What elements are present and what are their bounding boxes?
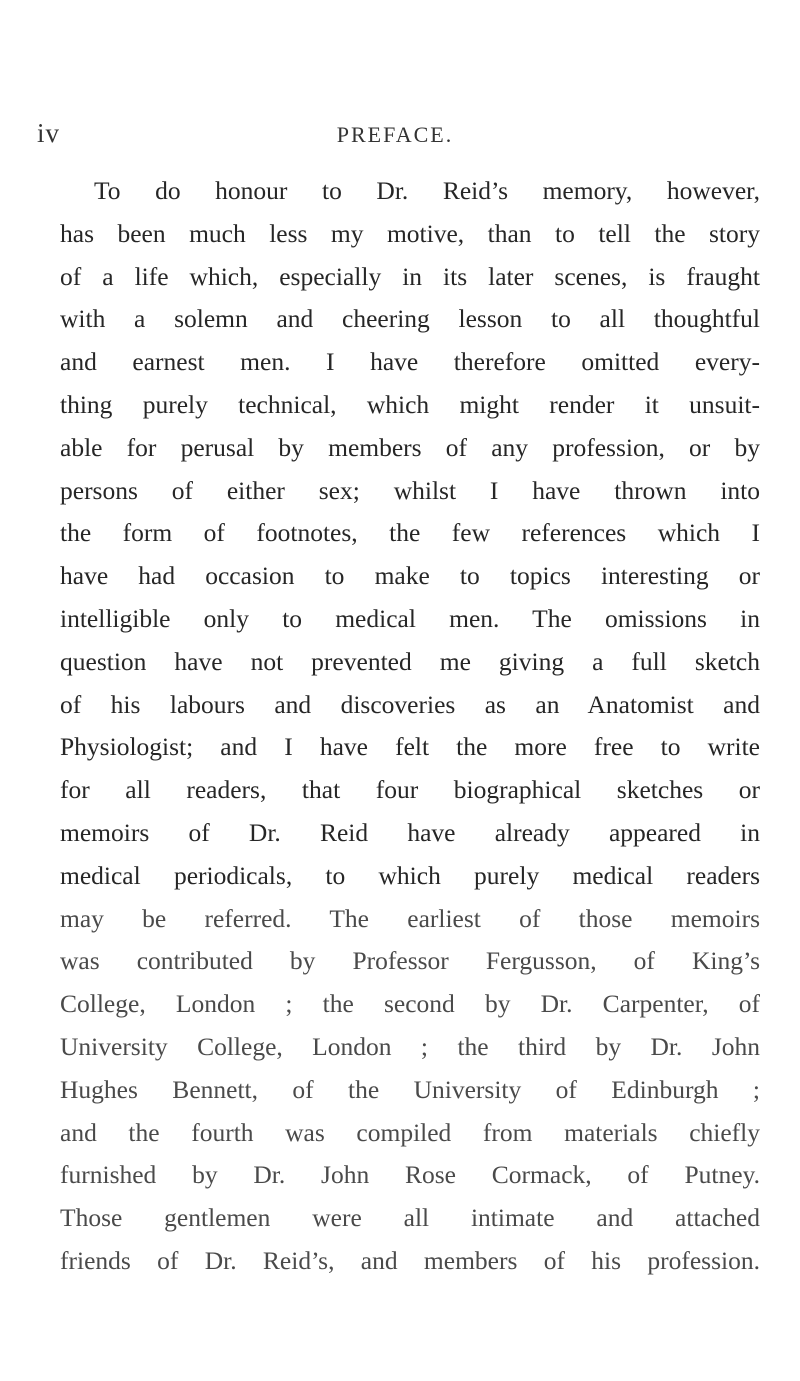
text-line: of his labours and discoveries as an Anatomist and: [60, 689, 760, 719]
text-line: and the fourth was compiled from materials chiefly: [60, 1117, 760, 1147]
text-line: has been much less my motive, than to tell the story: [60, 218, 760, 248]
text-line: friends of Dr. Reid’s, and members of his profession.: [60, 1245, 760, 1275]
text-line: of a life which, especially in its later scenes, is fraught: [60, 261, 760, 291]
text-line: Physiologist; and I have felt the more free to write: [60, 732, 760, 762]
preface-paragraph: [60, 170, 760, 1283]
text-line: To do honour to Dr. Reid’s memory, however,: [94, 176, 760, 205]
page-number: iv: [37, 118, 61, 148]
text-line: have had occasion to make to topics interesting or: [60, 561, 760, 591]
text-line: intelligible only to medical men. The omissions in: [60, 603, 760, 633]
text-line: University College, London ; the third by Dr. John: [60, 1031, 760, 1061]
text-line: Those gentlemen were all intimate and attached: [60, 1203, 760, 1233]
text-line: able for perusal by members of any profession, or by: [60, 432, 760, 462]
text-line: memoirs of Dr. Reid have already appeared in: [60, 817, 760, 847]
text-line: medical periodicals, to which purely medical readers: [60, 860, 760, 890]
text-line: Hughes Bennett, of the University of Edinburgh ;: [60, 1074, 760, 1104]
text-line: furnished by Dr. John Rose Cormack, of Putney.: [60, 1160, 760, 1190]
text-line: with a solemn and cheering lesson to all thoughtful: [60, 304, 760, 334]
running-head: PREFACE.: [336, 122, 454, 147]
text-line: thing purely technical, which might render it unsuit-: [60, 389, 760, 419]
text-line: persons of either sex; whilst I have thrown into: [60, 475, 760, 505]
text-line: College, London ; the second by Dr. Carpenter, of: [60, 989, 760, 1019]
text-line: and earnest men. I have therefore omitted every-: [60, 347, 760, 377]
text-line: may be referred. The earliest of those memoirs: [60, 903, 760, 933]
text-line: the form of footnotes, the few references which I: [60, 518, 760, 548]
text-line: for all readers, that four biographical sketches or: [60, 775, 760, 805]
text-line: was contributed by Professor Fergusson, of King’s: [60, 946, 760, 976]
text-line: question have not prevented me giving a full sketch: [60, 646, 760, 676]
